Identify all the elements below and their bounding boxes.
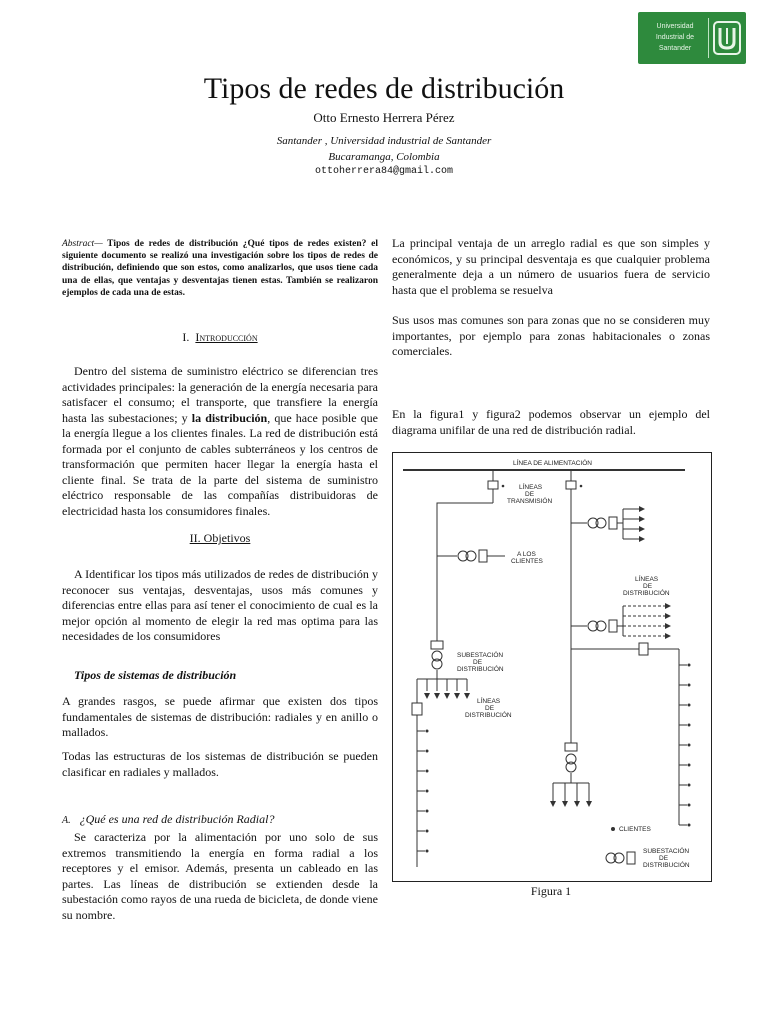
- intro-text-b: , que hace posible que la energía llegue a los clientes finales. La red de distribución está formada por el conjunto de cables subterráneos y los centros de transformación que permiten hacer llegar la energía hasta el cliente final. Se trata de la parte del sistema de suministro eléctrico responsable de las compañías distribuidoras de electricidad hasta los consumidores finales.: [62, 410, 378, 518]
- label-clientes-2: CLIENTES: [511, 558, 543, 565]
- ventajas-paragraph: La principal ventaja de un arreglo radial es que son simples y económicos, y su principal desventaja es que cualquier problema generalmente deja a un número de usuarios fuera de servicio hasta que el problema se resuelva: [392, 236, 710, 297]
- tipos-paragraph-2: Todas las estructuras de los sistemas de distribución se pueden clasificar en radiales y mallados.: [62, 749, 378, 779]
- logo-line-1: Universidad: [656, 23, 694, 30]
- label-ldist-2: DE: [485, 705, 495, 712]
- legend-sub-2: DE: [659, 855, 669, 862]
- subsection-radial: [62, 812, 378, 827]
- logo-line-2: Industrial de: [655, 34, 695, 41]
- objetivos-paragraph: A Identificar los tipos más utilizados de redes de distribución y reconocer sus ventajas, desventajas, usos más comunes y diferencias entre ellas para así tener el conocimiento de cual es la mejor opción al momento de elegir la red mas optima para las necesidades de los consumidores: [62, 567, 378, 643]
- subsection-tipos: Tipos de sistemas de distribución: [74, 668, 237, 682]
- university-logo: [638, 12, 746, 64]
- label-ldist-3: DISTRIBUCIÓN: [465, 712, 512, 719]
- figure-1: [392, 452, 712, 882]
- legend-clientes: CLIENTES: [619, 826, 651, 833]
- breaker-right: [566, 481, 576, 489]
- figure-caption: Figura 1: [530, 884, 572, 898]
- label-dist-2: DE: [643, 583, 653, 590]
- label-dist-1: LÍNEAS: [635, 576, 659, 583]
- radial-distribution-diagram: [393, 453, 711, 881]
- paper-title: Tipos de redes de distribución: [203, 72, 565, 105]
- affiliation-line-1: Santander , Universidad industrial de Santander: [276, 135, 492, 147]
- usos-paragraph: Sus usos mas comunes son para zonas que no se consideren muy importantes, por ejemplo para zonas habitacionales o zonas comerciales.: [392, 313, 710, 358]
- abstract: [62, 238, 378, 299]
- subsection-title: ¿Qué es una red de distribución Radial?: [79, 812, 275, 826]
- label-clientes-1: A LOS: [517, 551, 536, 558]
- radial-paragraph: Se caracteriza por la alimentación por uno solo de sus extremos transmitiendo la energía en forma radial a los receptores y el emisor. Además, presenta un cableado en las partes. Las líneas de distribución se extienden desde la subestación como rayos de una rueda de bicicleta, de donde viene su nombre.: [62, 830, 378, 922]
- section-number: I.: [182, 330, 190, 344]
- line-to-substation: [437, 503, 493, 641]
- label-trans-1: LÍNEAS: [519, 484, 543, 491]
- author-name: Otto Ernesto Herrera Pérez: [313, 110, 455, 125]
- uis-emblem-icon: [713, 20, 741, 56]
- label-sub-3: DISTRIBUCIÓN: [457, 666, 504, 673]
- label-ldist-1: LÍNEAS: [477, 698, 501, 705]
- section-heading-introduccion: [62, 330, 378, 345]
- subsection-label: A.: [62, 815, 71, 826]
- section-heading-objetivos: II. Objetivos: [189, 531, 251, 545]
- abstract-lead: Abstract—: [62, 239, 103, 249]
- label-sub-1: SUBESTACIÓN: [457, 652, 504, 659]
- section-title: Introducción: [195, 330, 258, 344]
- legend-sub-3: DISTRIBUCIÓN: [643, 862, 690, 869]
- abstract-text: Tipos de redes de distribución ¿Qué tipos de redes existen? el siguiente documento se realizó una investigación sobre los tipos de redes de distribución, definiendo que son estos, como analizarlos, que usos tiene cada una de ellas, que ventajas y desventajas tienen estas. También se realizaron ejemplos de cada una de estas.: [62, 239, 378, 298]
- label-sub-2: DE: [473, 659, 483, 666]
- logo-line-3: Santander: [658, 45, 692, 52]
- affiliation: [0, 133, 768, 165]
- breaker-left: [488, 481, 498, 489]
- affiliation-line-2: Bucaramanga, Colombia: [328, 151, 440, 163]
- intro-paragraph: [62, 364, 378, 519]
- label-dist-3: DISTRIBUCIÓN: [623, 590, 670, 597]
- label-trans-2: DE: [525, 491, 535, 498]
- legend-sub-1: SUBESTACIÓN: [643, 848, 690, 855]
- tipos-paragraph-1: A grandes rasgos, se puede afirmar que existen dos tipos fundamentales de sistemas de distribución: radiales y en anillo o mallados.: [62, 694, 378, 739]
- logo-text: [644, 21, 706, 54]
- label-trans-3: TRANSMISIÓN: [507, 498, 553, 505]
- intro-text-bold: la distribución: [191, 410, 268, 425]
- author-email: ottoherrera84@gmail.com: [314, 166, 454, 177]
- logo-divider: [708, 18, 709, 58]
- figura-intro-paragraph: En la figura1 y figura2 podemos observar un ejemplo del diagrama unifilar de una red de distribución radial.: [392, 407, 710, 437]
- intro-text-a: Dentro del sistema de suministro eléctrico se diferencian tres actividades principales: la generación de la energía necesaria para satisfacer el consumo; el transporte, que transfiere la energía hasta las subestaciones; y: [62, 364, 378, 425]
- label-alimentacion: LÍNEA DE ALIMENTACIÓN: [513, 460, 592, 467]
